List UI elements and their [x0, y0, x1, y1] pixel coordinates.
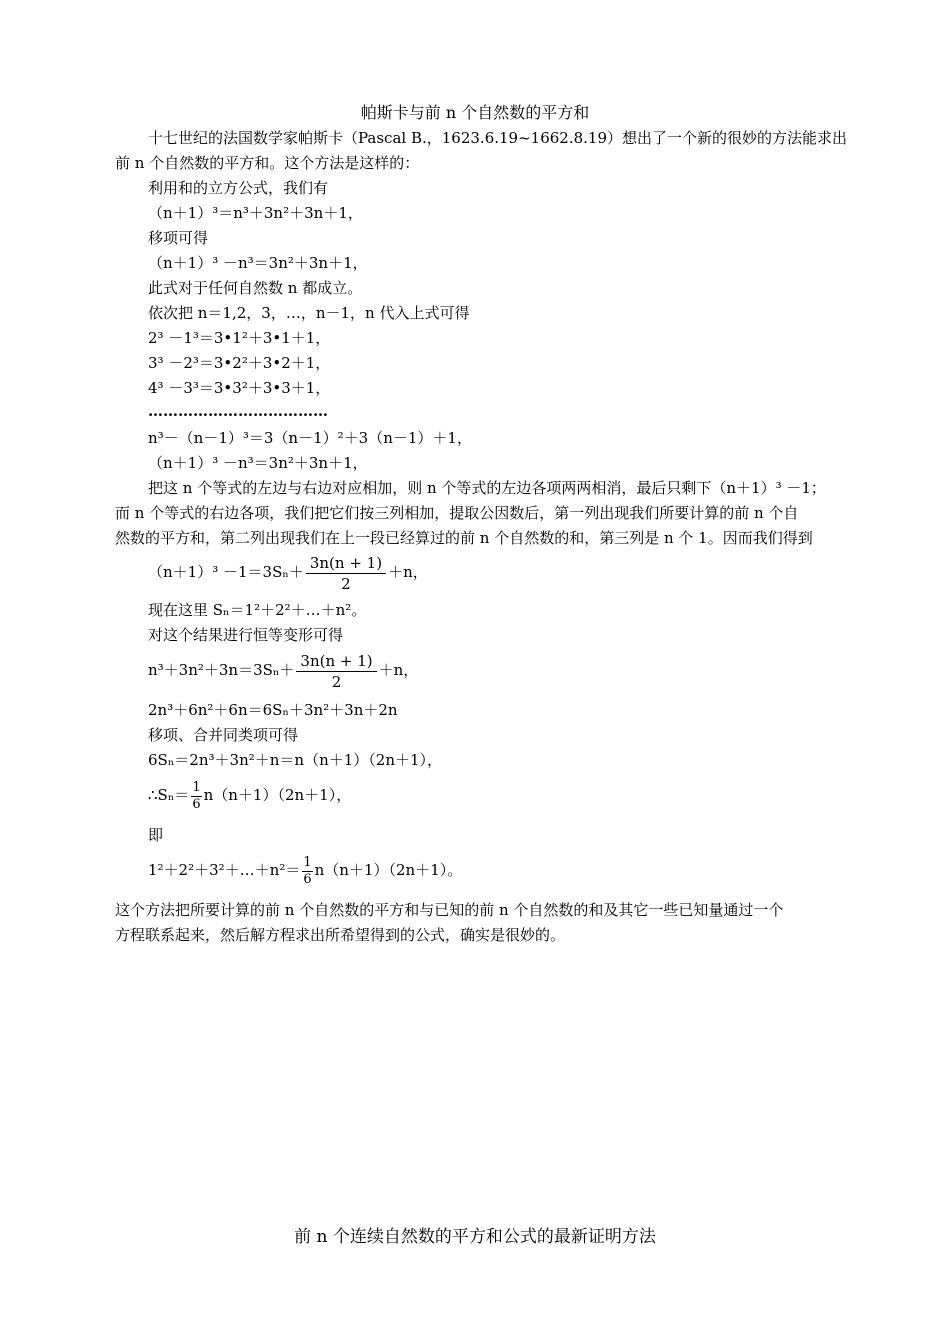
- ellipsis-row: ………………………………: [148, 402, 328, 420]
- fraction-numerator: 3n(n + 1): [306, 553, 386, 574]
- section-title: 前 n 个连续自然数的平方和公式的最新证明方法: [294, 1227, 656, 1247]
- paragraph-line-3: 然数的平方和，第二列出现我们在上一段已经算过的前 n 个自然数的和，第三列是 n 个 1。因而我们得到: [115, 529, 813, 547]
- fraction: [296, 651, 376, 692]
- fraction-denominator: 6: [303, 871, 312, 887]
- equation: 2³ －1³＝3•1²＋3•1＋1，: [148, 329, 331, 347]
- step-text: 即: [148, 826, 164, 844]
- equation: 2n³＋6n²＋6n＝6Sₙ＋3n²＋3n＋2n: [148, 701, 398, 719]
- equation: 3³ －2³＝3•2²＋3•2＋1，: [148, 354, 331, 372]
- step-text: 依次把 n＝1,2，3，…，n－1，n 代入上式可得: [148, 304, 470, 322]
- fraction-denominator: 2: [341, 574, 351, 593]
- intro-line-2: 前 n 个自然数的平方和。这个方法是这样的：: [115, 154, 420, 172]
- eq-right: ＋n，: [388, 563, 428, 581]
- fraction-numerator: 3n(n + 1): [296, 651, 376, 672]
- step-text: 对这个结果进行恒等变形可得: [148, 626, 344, 644]
- equation-with-fraction: [148, 775, 351, 815]
- fraction-numerator: 1: [303, 854, 312, 870]
- equation-with-fraction: [148, 850, 462, 890]
- page-title: 帕斯卡与前 n 个自然数的平方和: [360, 103, 590, 122]
- fraction-denominator: 6: [192, 796, 201, 812]
- conclusion-line-2: 方程联系起来，然后解方程求出所希望得到的公式，确实是很妙的。: [115, 926, 566, 944]
- equation: （n＋1）³ －n³＝3n²＋3n＋1，: [148, 454, 368, 472]
- fraction-denominator: 2: [331, 672, 342, 691]
- step-text: 利用和的立方公式，我们有: [148, 179, 329, 197]
- equation: n³－（n－1）³＝3（n－1）²＋3（n－1）＋1，: [148, 429, 472, 447]
- fraction: [302, 855, 312, 888]
- eq-left: 1²＋2²＋3²＋…＋n²＝: [148, 861, 301, 879]
- fraction-numerator: 1: [192, 779, 201, 795]
- equation-with-fraction: [148, 648, 418, 692]
- eq-left: ∴Sₙ＝: [148, 786, 190, 804]
- eq-right: n（n＋1）（2n＋1），: [203, 786, 352, 804]
- fraction: [306, 553, 386, 594]
- equation: （n＋1）³ －n³＝3n²＋3n＋1，: [148, 254, 368, 272]
- equation: 6Sₙ＝2n³＋3n²＋n＝n（n＋1）（2n＋1），: [148, 751, 443, 769]
- conclusion-line-1: 这个方法把所要计算的前 n 个自然数的平方和与已知的前 n 个自然数的和及其它一些已知量通过一个: [115, 901, 784, 919]
- paragraph-line-2: 而 n 个等式的右边各项，我们把它们按三列相加，提取公因数后，第一列出现我们所要计算的前 n 个自: [115, 504, 799, 522]
- equation: 4³ －3³＝3•3²＋3•3＋1，: [148, 379, 331, 397]
- eq-left: （n＋1）³ －1＝3Sₙ＋: [148, 563, 304, 581]
- step-text: 移项可得: [148, 229, 209, 247]
- eq-right: ＋n，: [378, 661, 419, 679]
- fraction: [191, 780, 201, 813]
- eq-right: n（n＋1）（2n＋1）。: [314, 861, 463, 879]
- step-text: 移项、合并同类项可得: [148, 726, 299, 744]
- intro-line-1: 十七世纪的法国数学家帕斯卡（Pascal B.，1623.6.19~1662.8.19）想出了一个新的很妙的方法能求出: [148, 129, 848, 147]
- step-text: 此式对于任何自然数 n 都成立。: [148, 279, 363, 297]
- equation: （n＋1）³＝n³＋3n²＋3n＋1，: [148, 204, 363, 222]
- eq-left: n³＋3n²＋3n＝3Sₙ＋: [148, 661, 295, 679]
- definition-line: 现在这里 Sₙ＝1²＋2²＋…＋n²。: [148, 601, 367, 619]
- equation-with-fraction: [148, 550, 428, 594]
- paragraph-line-1: 把这 n 个等式的左边与右边对应相加，则 n 个等式的左边各项两两相消，最后只剩下（n＋1）³ －1；: [148, 479, 826, 497]
